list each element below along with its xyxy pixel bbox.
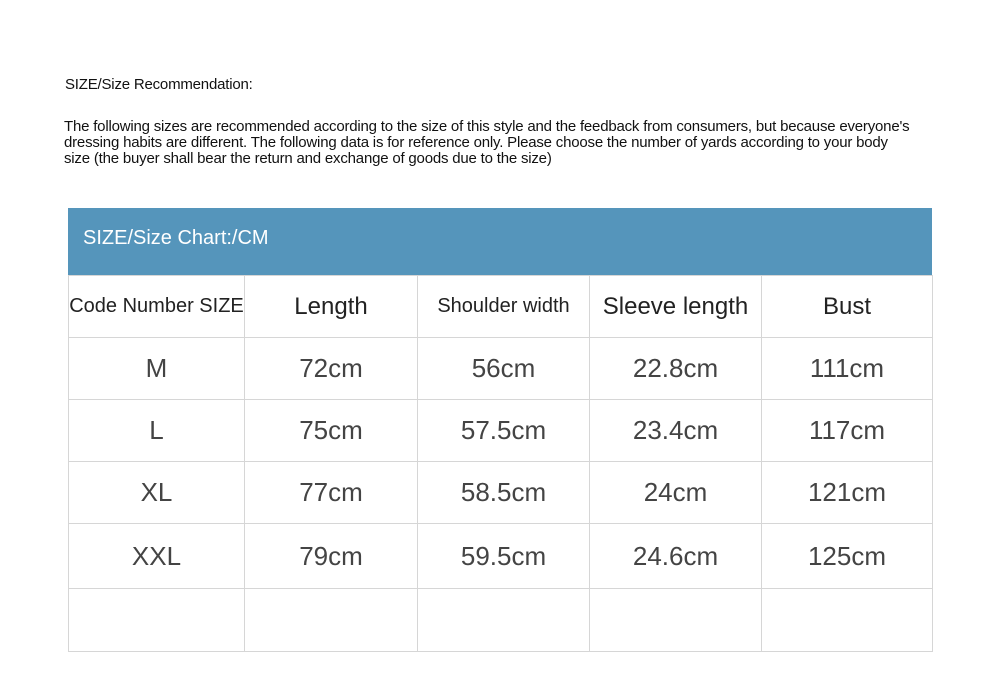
empty-cell <box>590 589 762 652</box>
page-title: SIZE/Size Recommendation: <box>65 76 253 93</box>
column-header: Sleeve length <box>590 276 762 338</box>
table-cell: XXL <box>69 524 245 589</box>
table-cell: 125cm <box>762 524 933 589</box>
size-chart-header <box>68 208 932 275</box>
table-cell: M <box>69 338 245 400</box>
table-cell: 57.5cm <box>418 400 590 462</box>
empty-cell <box>762 589 933 652</box>
empty-cell <box>418 589 590 652</box>
table-cell: 56cm <box>418 338 590 400</box>
table-cell: 79cm <box>245 524 418 589</box>
table-cell: 24.6cm <box>590 524 762 589</box>
empty-cell <box>69 589 245 652</box>
column-header: Code Number SIZE <box>69 276 245 338</box>
table-row <box>69 462 933 524</box>
column-header: Bust <box>762 276 933 338</box>
table-cell: L <box>69 400 245 462</box>
table-cell: 117cm <box>762 400 933 462</box>
table-cell: 23.4cm <box>590 400 762 462</box>
empty-cell <box>245 589 418 652</box>
table-row <box>69 524 933 589</box>
size-chart-table <box>68 275 933 652</box>
column-header: Shoulder width <box>418 276 590 338</box>
table-cell: XL <box>69 462 245 524</box>
table-cell: 75cm <box>245 400 418 462</box>
table-cell: 58.5cm <box>418 462 590 524</box>
table-row <box>69 338 933 400</box>
size-description: The following sizes are recommended according to the size of this style and the feedback from consumers, but because everyone's dressing habits are different. The following data is for reference only. Please choose the number of yards according to your body size (the buyer shall bear the return and exchange of goods due to the size) <box>64 118 910 167</box>
table-cell: 24cm <box>590 462 762 524</box>
table-header-row <box>69 276 933 338</box>
table-cell: 111cm <box>762 338 933 400</box>
table-cell: 59.5cm <box>418 524 590 589</box>
table-cell: 22.8cm <box>590 338 762 400</box>
table-cell: 121cm <box>762 462 933 524</box>
column-header: Length <box>245 276 418 338</box>
table-cell: 77cm <box>245 462 418 524</box>
size-chart-heading: SIZE/Size Chart:/CM <box>83 227 269 249</box>
empty-table-row <box>69 589 933 652</box>
table-row <box>69 400 933 462</box>
table-cell: 72cm <box>245 338 418 400</box>
